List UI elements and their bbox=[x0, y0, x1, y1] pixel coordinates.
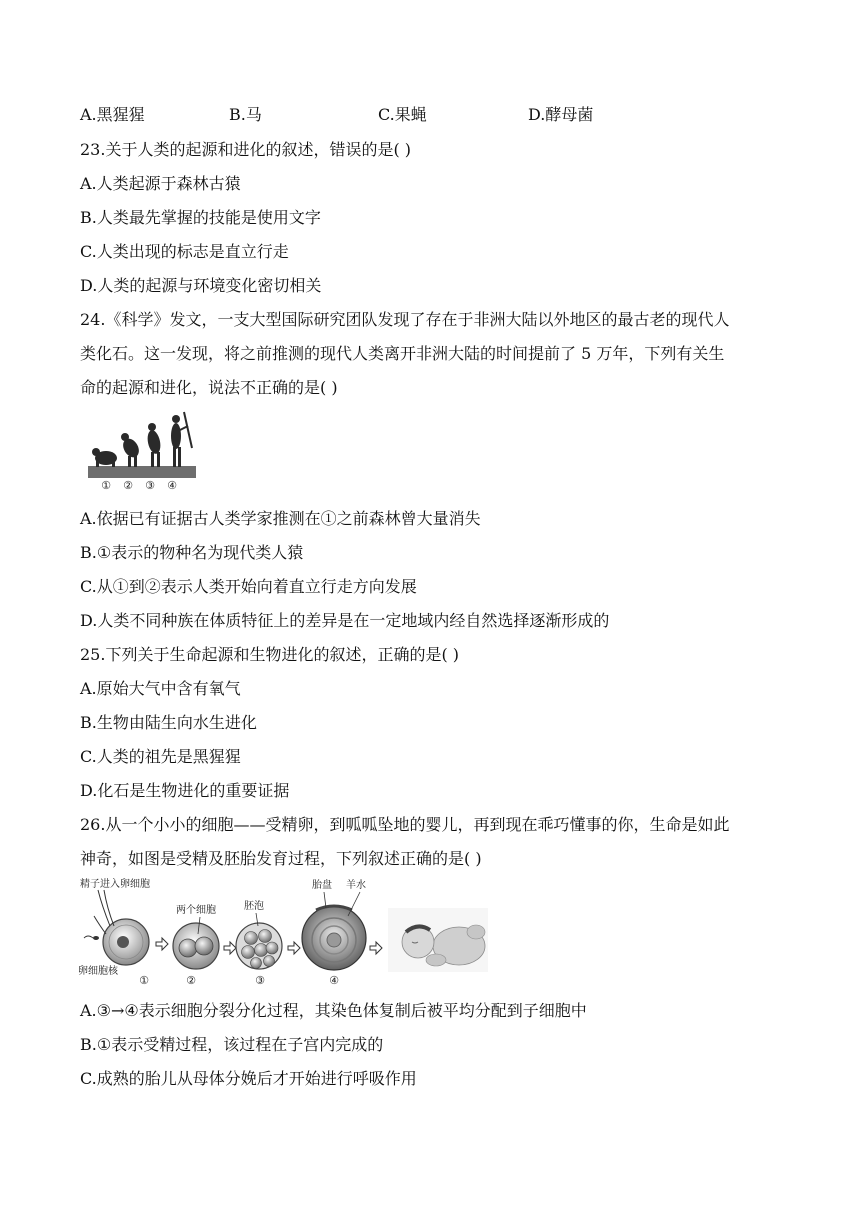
stage-label-4: ④ bbox=[329, 974, 339, 987]
q24-stem-line-2: 类化石。这一发现，将之前推测的现代人类离开非洲大陆的时间提前了 5 万年，下列有关生 bbox=[80, 344, 725, 363]
evolution-label-2: ② bbox=[123, 479, 133, 492]
q25-option-b: B.生物由陆生向水生进化 bbox=[80, 713, 257, 732]
q26-option-b: B.①表示受精过程，该过程在子宫内完成的 bbox=[80, 1035, 384, 1054]
evolution-label-1: ① bbox=[101, 479, 111, 492]
evolution-silhouettes bbox=[88, 412, 196, 478]
q25-option-c: C.人类的祖先是黑猩猩 bbox=[80, 747, 241, 766]
q26-option-c: C.成熟的胎儿从母体分娩后才开始进行呼吸作用 bbox=[80, 1069, 417, 1088]
blastocyst-label: 胚泡 bbox=[244, 901, 264, 912]
q24-option-a: A.依据已有证据古人类学家推测在①之前森林曾大量消失 bbox=[80, 509, 481, 528]
stage-3-blastocyst bbox=[236, 899, 282, 987]
nucleus-label: 卵细胞核 bbox=[78, 966, 118, 977]
q26-option-a: A.③→④表示细胞分裂分化过程，其染色体复制后被平均分配到子细胞中 bbox=[80, 1001, 587, 1020]
q24-stem-line-1: 24.《科学》发文，一支大型国际研究团队发现了存在于非洲大陆以外地区的最古老的现代人 bbox=[80, 310, 730, 329]
q23-option-d: D.人类的起源与环境变化密切相关 bbox=[80, 276, 322, 295]
q25-stem: 25.下列关于生命起源和生物进化的叙述，正确的是( ) bbox=[80, 645, 460, 664]
q24-stem-line-3: 命的起源和进化，说法不正确的是( ) bbox=[80, 378, 338, 397]
stage-1-fertilization bbox=[78, 877, 150, 987]
q26-stem-line-2: 神奇，如图是受精及胚胎发育过程，下列叙述正确的是( ) bbox=[80, 849, 482, 868]
amniotic-label: 羊水 bbox=[346, 880, 366, 891]
baby-image bbox=[388, 908, 488, 972]
two-cells-label: 两个细胞 bbox=[176, 905, 216, 916]
stage-label-1: ① bbox=[139, 974, 149, 987]
sperm-label: 精子进入卵细胞 bbox=[80, 879, 150, 890]
stage-4-fetus bbox=[302, 878, 366, 987]
evolution-label-3: ③ bbox=[145, 479, 155, 492]
placenta-label: 胎盘 bbox=[312, 880, 332, 891]
q24-option-b: B.①表示的物种名为现代类人猿 bbox=[80, 543, 304, 562]
arrow-3-icon bbox=[288, 942, 300, 954]
q23-stem: 23.关于人类的起源和进化的叙述，错误的是( ) bbox=[80, 140, 412, 159]
stage-label-2: ② bbox=[186, 974, 196, 987]
arrow-2-icon bbox=[224, 942, 236, 954]
evolution-label-4: ④ bbox=[167, 479, 177, 492]
q22-option-d: D.酵母菌 bbox=[528, 105, 594, 124]
q24-option-d: D.人类不同种族在体质特征上的差异是在一定地域内经自然选择逐渐形成的 bbox=[80, 611, 610, 630]
human-evolution-figure bbox=[86, 408, 198, 492]
embryo-development-figure bbox=[76, 876, 492, 988]
arrow-4-icon bbox=[370, 942, 382, 954]
q25-option-a: A.原始大气中含有氧气 bbox=[80, 679, 241, 698]
q23-option-c: C.人类出现的标志是直立行走 bbox=[80, 242, 289, 261]
q23-option-b: B.人类最先掌握的技能是使用文字 bbox=[80, 208, 321, 227]
stage-label-3: ③ bbox=[255, 974, 265, 987]
q25-option-d: D.化石是生物进化的重要证据 bbox=[80, 781, 290, 800]
stage-2-two-cells bbox=[173, 903, 219, 987]
q22-option-b: B.马 bbox=[229, 105, 262, 124]
q22-option-a: A.黑猩猩 bbox=[80, 105, 145, 124]
q24-option-c: C.从①到②表示人类开始向着直立行走方向发展 bbox=[80, 577, 417, 596]
arrow-1-icon bbox=[156, 938, 168, 950]
q26-stem-line-1: 26.从一个小小的细胞——受精卵，到呱呱坠地的婴儿，再到现在乖巧懂事的你，生命是如此 bbox=[80, 815, 730, 834]
q23-option-a: A.人类起源于森林古猿 bbox=[80, 174, 241, 193]
q22-option-c: C.果蝇 bbox=[378, 105, 427, 124]
